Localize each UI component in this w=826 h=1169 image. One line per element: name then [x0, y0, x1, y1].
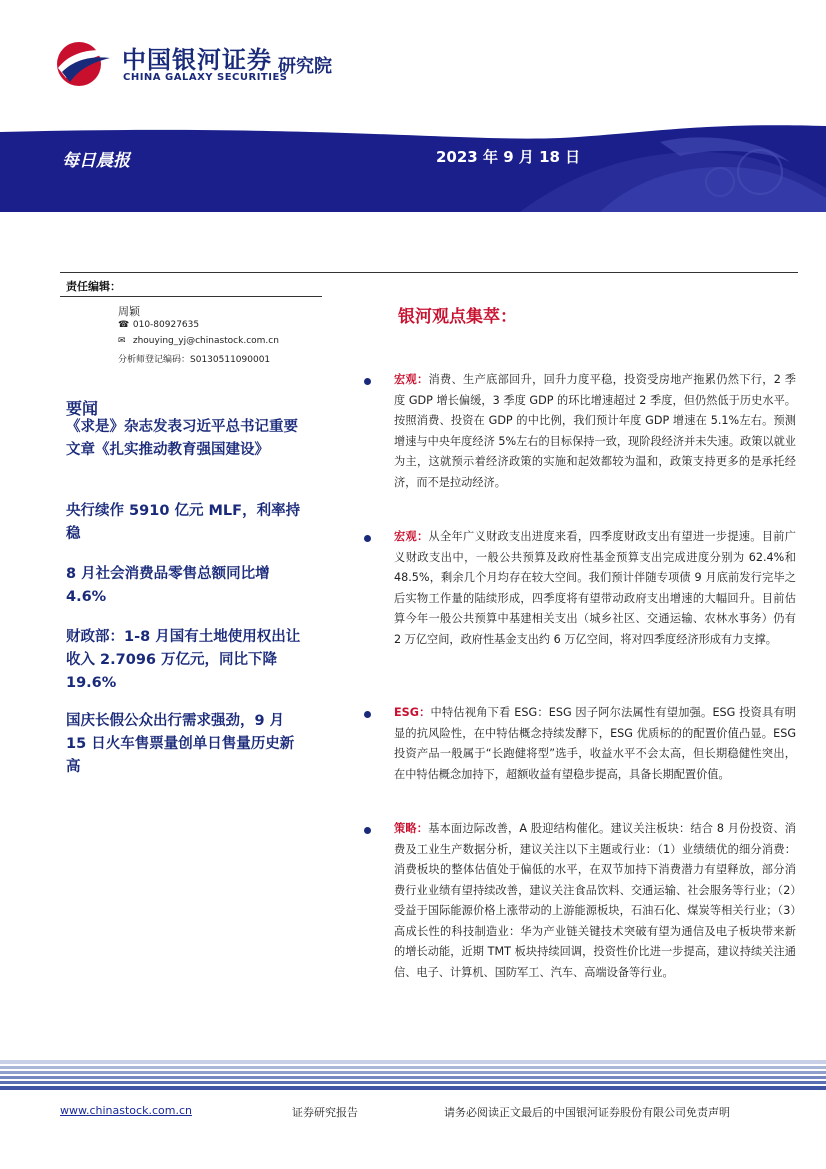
galaxy-logo-icon	[52, 38, 114, 88]
report-date: 2023 年 9 月 18 日	[436, 148, 581, 166]
viewpoint-1-lead: 宏观：	[394, 373, 429, 386]
viewpoint-2	[394, 527, 796, 650]
editor-name: 周颖	[118, 305, 140, 318]
brand-name-cn: 中国银河证券	[122, 46, 272, 74]
viewpoint-3-text: 中特估视角下看 ESG：ESG 因子阿尔法属性有望加强。ESG 投资具有明显的抗风险性，在中特估概念持续发酵下，ESG 优质标的的配置价值凸显。ESG 投资产品一般属于“长跑健将型”选手，收益水平不会太高，但长期稳健性突出，在中特估概念加持下，超额收益有望稳步提高，具备长期配置价值。	[394, 706, 796, 781]
report-type: 每日晨报	[62, 151, 130, 171]
editor-phone	[118, 320, 199, 330]
headline-1: 《求是》杂志发表习近平总书记重要文章《扎实推动教育强国建设》	[66, 419, 298, 458]
editor-phone-text: 010-80927635	[132, 320, 200, 330]
footer-website-link[interactable]: www.chinastock.com.cn	[60, 1104, 192, 1117]
brand-name-en: CHINA GALAXY SECURITIES	[123, 72, 288, 83]
editor-email-text[interactable]: zhouying_yj@chinastock.com.cn	[132, 336, 279, 346]
bullet-icon	[364, 535, 371, 542]
editor-label: 责任编辑：	[66, 280, 121, 293]
viewpoint-2-lead: 宏观：	[394, 530, 429, 543]
footer-disclaimer: 请务必阅读正文最后的中国银河证券股份有限公司免责声明	[444, 1106, 730, 1119]
viewpoint-3-lead: ESG：	[394, 706, 431, 719]
news-section-title: 要闻	[66, 399, 99, 418]
headline-2: 央行续作 5910 亿元 MLF，利率持稳	[66, 503, 301, 542]
viewpoint-4	[394, 819, 796, 983]
viewpoint-4-text: 基本面边际改善，A 股迎结构催化。建议关注板块：结合 8 月份投资、消费及工业生产数据分析，建议关注以下主题或行业：（1）业绩绩优的细分消费：消费板块的整体估值处于偏低的水平，在双节加持下消费潜力有望释放，部分消费行业业绩有望持续改善，建议关注食品饮料、交通运输、社会服务等行业；（2）受益于国际能源价格上涨带动的上游能源板块，石油石化、煤炭等相关行业；（3）高成长性的科技制造业：华为产业链关键技术突破有望为通信及电子板块带来新的增长动能，近期 TMT 板块持续回调，投资性价比进一步提高，建议持续关注通信、电子、计算机、国防军工、汽车、高端设备等行业。	[394, 822, 796, 979]
viewpoint-1	[394, 370, 796, 493]
editor-email	[118, 336, 279, 346]
headline-4: 财政部：1-8 月国有土地使用权出让收入 2.7096 万亿元，同比下降 19.6%	[66, 629, 301, 691]
viewpoint-3	[394, 703, 796, 785]
viewpoint-2-text: 从全年广义财政支出进度来看，四季度财政支出有望进一步提速。目前广义财政支出中，一般公共预算及政府性基金预算支出完成进度分别为 62.4%和 48.5%，剩余几个月均存在较大空间。我们预计伴随专项债 9 月底前发行完毕之后实物工作量的陆续形成，四季度将有望带动政府支出增速的大幅回升。目前估算今年一般公共预算中基建相关支出（城乡社区、交通运输、农林水事务）仍有 2 万亿空间，政府性基金支出约 6 万亿空间，将对四季度经济形成有力支撑。	[394, 530, 796, 646]
footer-stripes	[0, 1058, 826, 1092]
footer-doc-type: 证券研究报告	[292, 1106, 358, 1119]
headline-3: 8 月社会消费品零售总额同比增 4.6%	[66, 566, 270, 605]
bullet-icon	[364, 378, 371, 385]
viewpoint-4-lead: 策略：	[394, 822, 429, 835]
title-banner	[0, 112, 826, 212]
viewpoints-title: 银河观点集萃：	[398, 307, 517, 327]
bullet-icon	[364, 827, 371, 834]
envelope-icon: ✉	[118, 336, 126, 346]
brand-logo	[52, 38, 352, 98]
bullet-icon	[364, 711, 371, 718]
editor-divider	[60, 296, 322, 297]
editor-registration: 分析师登记编码：S0130511090001	[118, 355, 271, 365]
headline-5: 国庆长假公众出行需求强劲，9 月 15 日火车售票量创单日售量历史新高	[66, 713, 295, 775]
phone-icon: ☎	[118, 320, 130, 330]
top-divider	[60, 272, 798, 273]
viewpoint-1-text: 消费、生产底部回升，回升力度平稳，投资受房地产拖累仍然下行，2 季度 GDP 增长偏缓，3 季度 GDP 的环比增速超过 2 季度，但仍然低于历史水平。按照消费、投资在 GDP 的中比例，我们预计年度 GDP 增速在 5.1%左右。预测增速与中央年度经济 5%左右的目标保持一致，现阶段经济并未失速。政策以就业为主，这就预示着经济政策的实施和起效都较为温和，政策支持更多的是承托经济，而不是拉动经济。	[394, 373, 796, 489]
department-name: 研究院	[278, 56, 332, 77]
